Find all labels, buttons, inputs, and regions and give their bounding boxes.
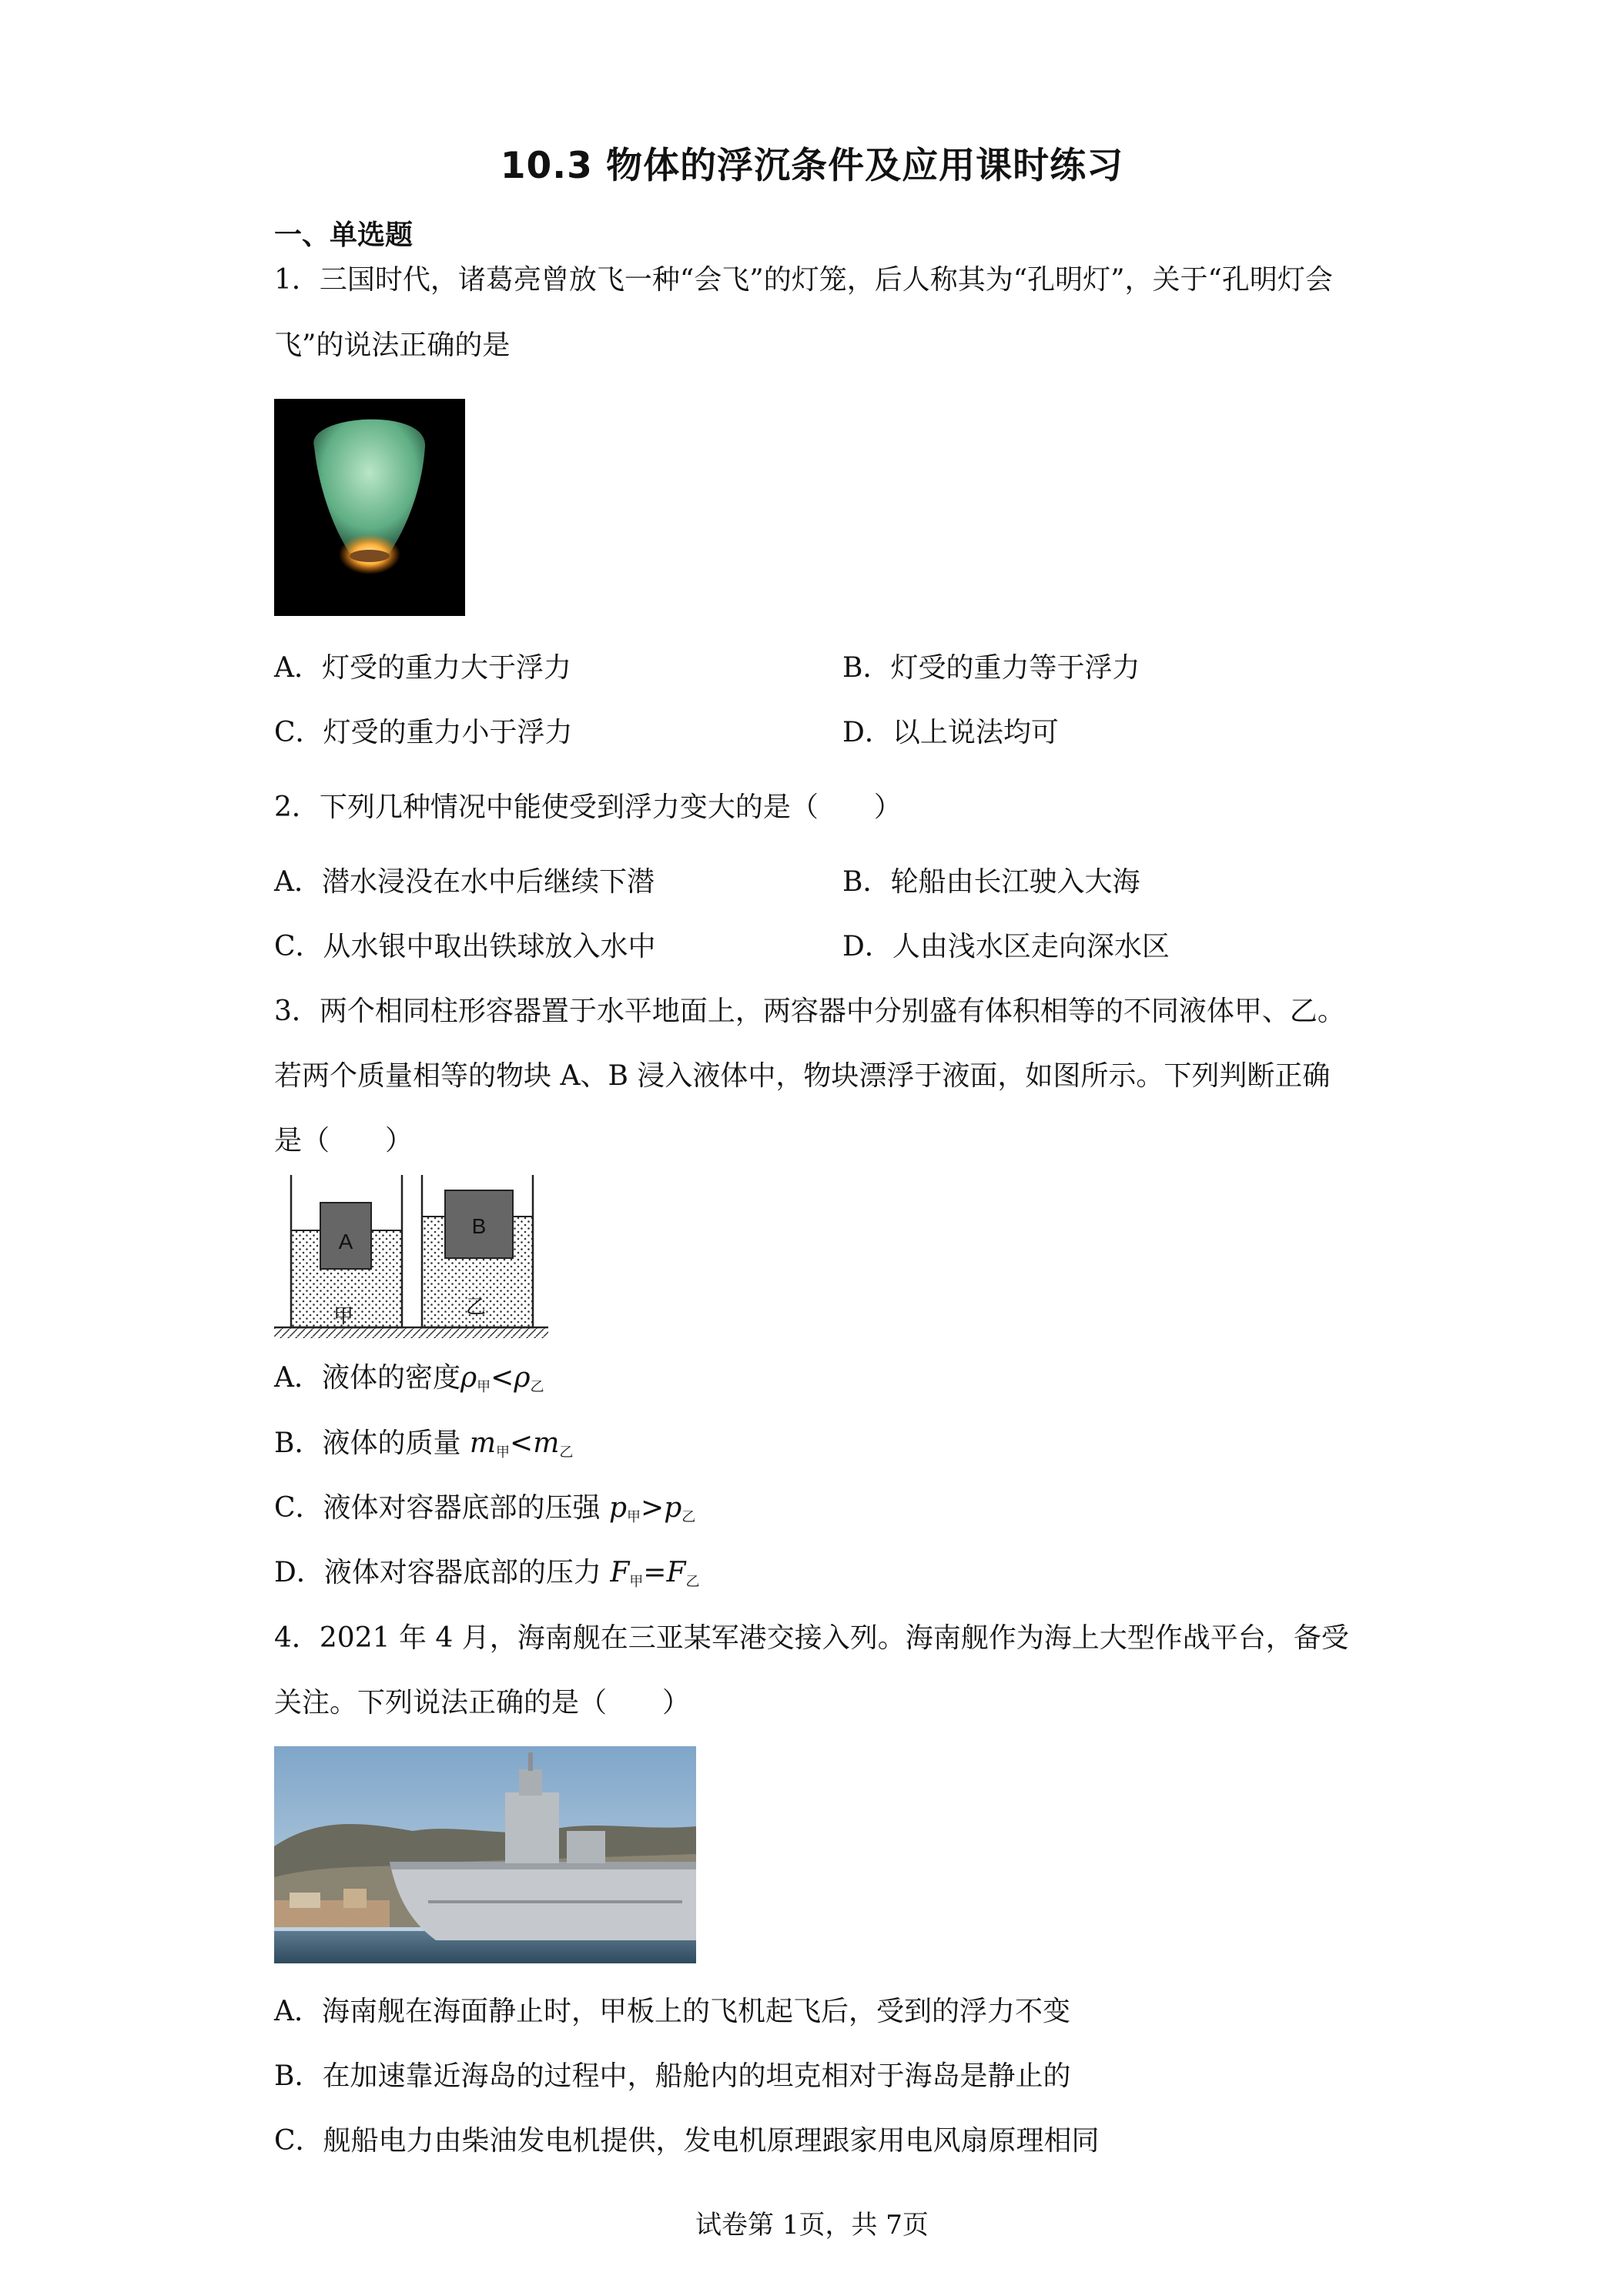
- page-footer: 试卷第 1页，共 7页: [695, 2210, 929, 2241]
- q2-option-d: D．人由浅水区走向深水区: [842, 931, 1170, 962]
- liquid-jia-label: 甲: [333, 1305, 354, 1328]
- q3-option-a: A．液体的密度$\rho_甲<\rho_乙$: [274, 1362, 544, 1395]
- q3-option-b: B．液体的质量 $m_甲<m_乙$: [274, 1427, 574, 1461]
- q4-option-b: B．在加速靠近海岛的过程中，船舱内的坦克相对于海岛是静止的: [274, 2060, 1071, 2092]
- q4-option-c: C．舰船电力由柴油发电机提供，发电机原理跟家用电风扇原理相同: [274, 2125, 1100, 2157]
- q2-option-a: A．潜水浸没在水中后继续下潜: [274, 866, 655, 898]
- kongming-lantern-image: [274, 399, 465, 616]
- q4-stem-line1: 4．2021 年 4 月，海南舰在三亚某军港交接入列。海南舰作为海上大型作战平台，备受: [274, 1622, 1349, 1654]
- liquid-yi-label: 乙: [465, 1296, 487, 1319]
- q1-option-c: C．灯受的重力小于浮力: [274, 717, 573, 748]
- q2-option-b: B．轮船由长江驶入大海: [842, 866, 1140, 898]
- q1-option-a: A．灯受的重力大于浮力: [274, 652, 571, 684]
- q3-stem-line2: 若两个质量相等的物块 A、B 浸入液体中，物块漂浮于液面，如图所示。下列判断正确: [274, 1060, 1331, 1092]
- block-a-label: A: [338, 1230, 353, 1253]
- q1-stem-line1: 1．三国时代，诸葛亮曾放飞一种“会飞”的灯笼，后人称其为“孔明灯”，关于“孔明灯会: [274, 264, 1333, 296]
- q2-option-c: C．从水银中取出铁球放入水中: [274, 931, 656, 962]
- q3-option-c: C．液体对容器底部的压强 $p_甲>p_乙$: [274, 1492, 696, 1525]
- q1-option-b: B．灯受的重力等于浮力: [842, 652, 1140, 684]
- section-heading: 一、单选题: [274, 219, 414, 251]
- hainan-ship-image: [274, 1746, 696, 1963]
- q1-option-d: D．以上说法均可: [842, 717, 1059, 748]
- q3-stem-line1: 3．两个相同柱形容器置于水平地面上，两容器中分别盛有体积相等的不同液体甲、乙。: [274, 996, 1345, 1027]
- q2-stem: 2．下列几种情况中能使受到浮力变大的是（ ）: [274, 792, 902, 823]
- q4-option-a: A．海南舰在海面静止时，甲板上的飞机起飞后，受到的浮力不变: [274, 1996, 1070, 2027]
- page-title: 10.3 物体的浮沉条件及应用课时练习: [500, 145, 1124, 187]
- q1-stem-line2: 飞”的说法正确的是: [274, 330, 511, 361]
- q3-stem-line3: 是（ ）: [274, 1125, 414, 1156]
- q4-stem-line2: 关注。下列说法正确的是（ ）: [274, 1687, 691, 1719]
- q3-option-d: D．液体对容器底部的压力 $F_甲=F_乙$: [274, 1557, 700, 1590]
- containers-figure: [274, 1175, 551, 1344]
- block-b-label: B: [471, 1214, 487, 1238]
